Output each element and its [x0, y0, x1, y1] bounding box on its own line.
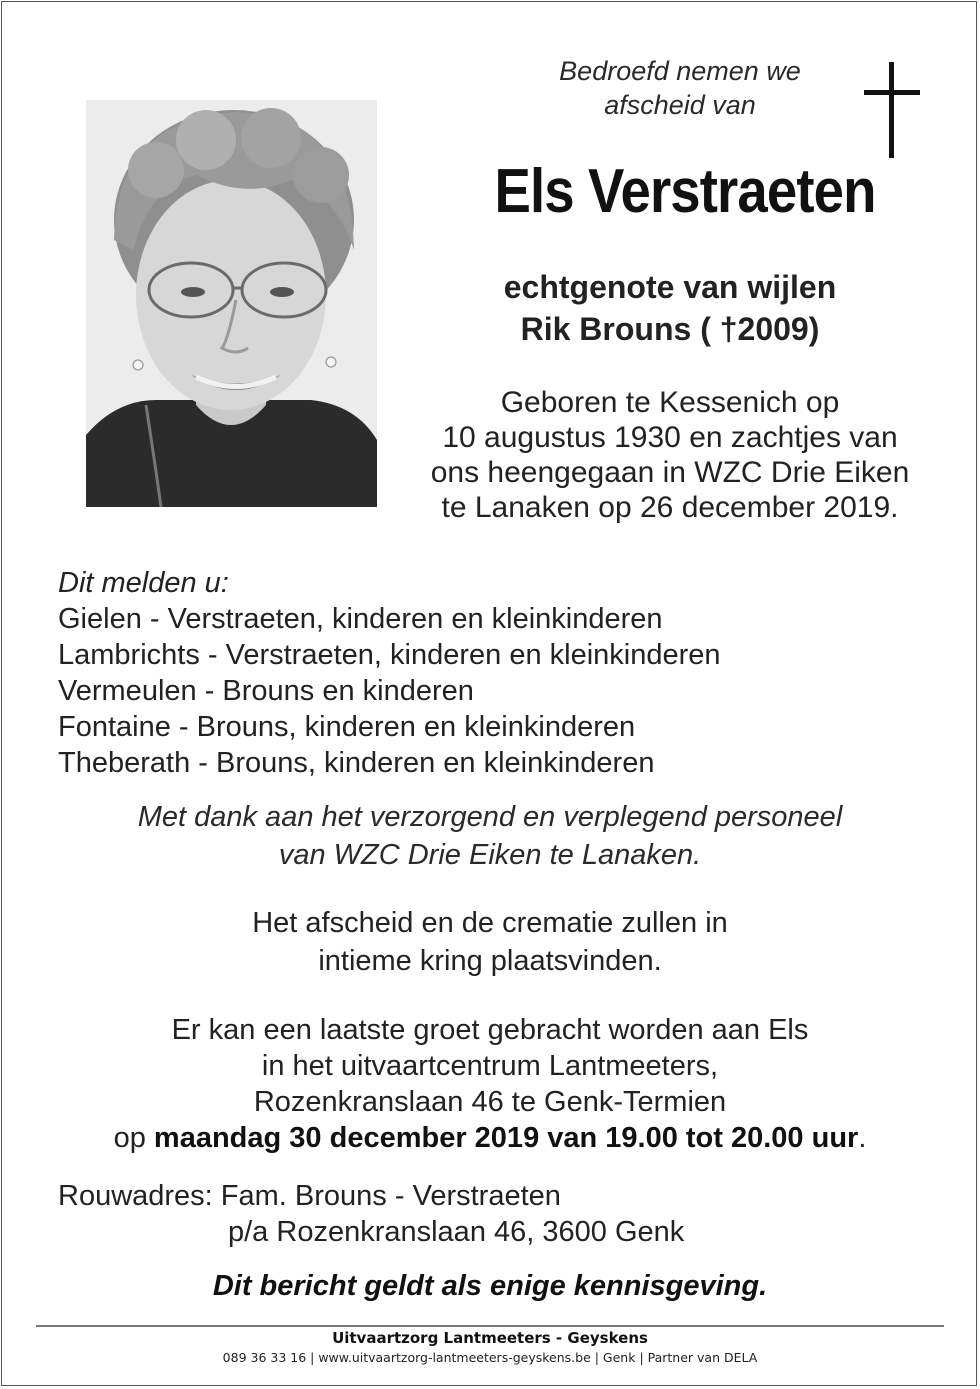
list-item: Fontaine - Brouns, kinderen en kleinkinderen	[58, 711, 636, 743]
mourners-list	[58, 565, 938, 781]
visit-suffix: .	[858, 1122, 867, 1154]
farewell-line: Het afscheid en de crematie zullen in	[252, 907, 728, 939]
thanks-line: Met dank aan het verzorgend en verplegend personeel	[137, 801, 843, 833]
notice-text: Dit bericht geldt als enige kennisgeving.	[212, 1270, 768, 1302]
born-line: te Lanaken op 26 december 2019.	[441, 491, 899, 524]
visit-line: in het uitvaartcentrum Lantmeeters,	[261, 1050, 719, 1082]
spouse-text	[450, 266, 890, 350]
farewell-text	[40, 904, 940, 980]
funeral-home-name: Uitvaartzorg Lantmeeters - Geyskens	[332, 1329, 648, 1347]
deceased-name: Els Verstraeten	[494, 157, 876, 226]
mourners-heading: Dit melden u:	[58, 567, 229, 599]
mourning-address	[58, 1178, 938, 1250]
portrait-image	[86, 100, 377, 507]
farewell-line: intieme kring plaatsvinden.	[318, 945, 662, 977]
footer-divider	[36, 1325, 944, 1327]
list-item: Vermeulen - Brouns en kinderen	[58, 675, 474, 707]
funeral-home-contact	[40, 1350, 940, 1365]
thanks-line: van WZC Drie Eiken te Lanaken.	[278, 839, 702, 871]
list-item: Theberath - Brouns, kinderen en kleinkinderen	[58, 747, 655, 779]
list-item: Gielen - Verstraeten, kinderen en kleinkinderen	[58, 603, 663, 635]
spouse-line: Rik Brouns ( †2009)	[520, 311, 820, 347]
intro-text	[470, 54, 890, 122]
visit-datetime: maandag 30 december 2019 van 19.00 tot 20.00 uur	[153, 1122, 859, 1154]
intro-line: Bedroefd nemen we	[559, 56, 801, 86]
spouse-line: echtgenote van wijlen	[503, 269, 837, 305]
contact-line: 089 36 33 16 | www.uitvaartzorg-lantmeeters-geyskens.be | Genk | Partner van DELA	[222, 1350, 758, 1365]
address-line: p/a Rozenkranslaan 46, 3600 Genk	[228, 1216, 685, 1248]
list-item: Lambrichts - Verstraeten, kinderen en kleinkinderen	[58, 639, 721, 671]
portrait-photo	[86, 100, 377, 507]
born-line: Geboren te Kessenich op	[500, 386, 840, 419]
cross-icon	[862, 62, 922, 158]
address-line: Rouwadres: Fam. Brouns - Verstraeten	[58, 1180, 561, 1212]
thanks-text	[40, 798, 940, 874]
visit-line: Er kan een laatste groet gebracht worden aan Els	[171, 1014, 809, 1046]
visit-datetime-line	[20, 1120, 960, 1156]
visit-line: Rozenkranslaan 46 te Genk-Termien	[253, 1086, 727, 1118]
born-line: ons heengegaan in WZC Drie Eiken	[430, 456, 910, 489]
intro-line: afscheid van	[604, 90, 756, 120]
visitation-text	[20, 1012, 960, 1156]
birth-death-text	[420, 385, 920, 525]
born-line: 10 augustus 1930 en zachtjes van	[442, 421, 898, 454]
visit-prefix: op	[113, 1122, 154, 1154]
